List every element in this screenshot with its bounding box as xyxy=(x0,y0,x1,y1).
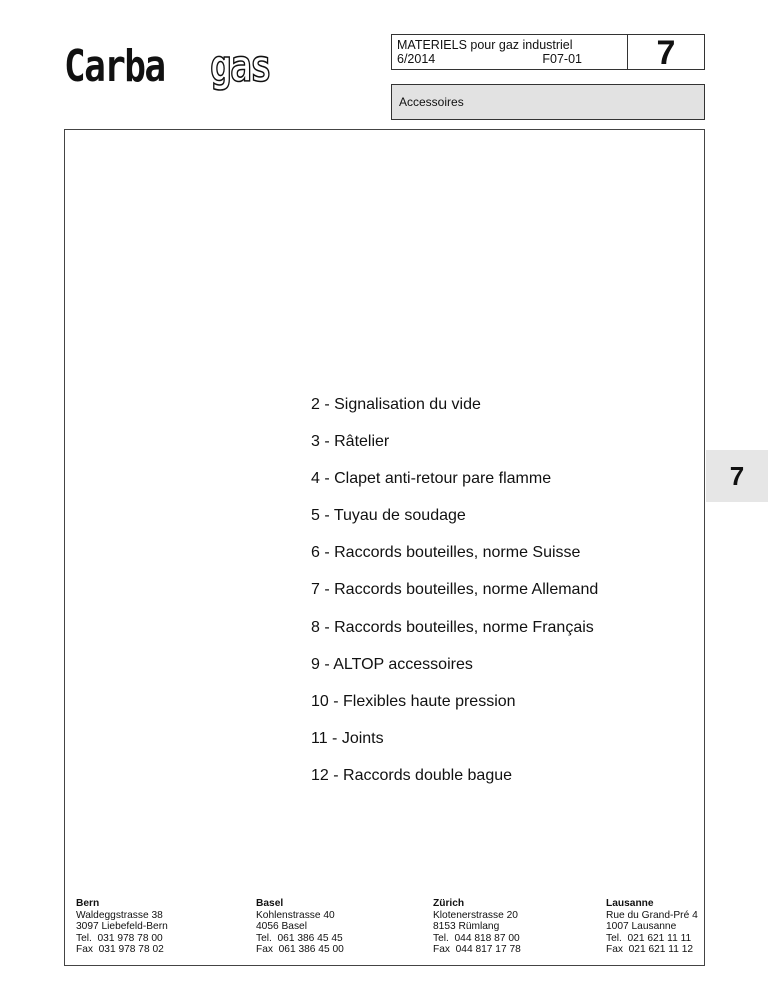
toc-item: 5 - Tuyau de soudage xyxy=(311,507,466,525)
address-city: Lausanne xyxy=(606,898,654,909)
toc-item: 6 - Raccords bouteilles, norme Suisse xyxy=(311,544,581,562)
chapter-number: 7 xyxy=(627,34,705,70)
toc-item: 12 - Raccords double bague xyxy=(311,766,513,784)
address-zip: 3097 Liebefeld-Bern xyxy=(76,921,168,933)
chapter-side-tab: 7 xyxy=(706,450,768,502)
section-title: Accessoires xyxy=(391,84,705,120)
header-info-box xyxy=(391,34,628,70)
address-zurich xyxy=(433,898,521,956)
toc-item: 4 - Clapet anti-retour pare flamme xyxy=(311,470,552,488)
address-street: Rue du Grand-Pré 4 xyxy=(606,909,698,921)
toc-item: 7 - Raccords bouteilles, norme Allemand xyxy=(311,581,599,599)
footer-addresses xyxy=(0,898,768,958)
address-city: Basel xyxy=(256,898,284,909)
address-zip: 4056 Basel xyxy=(256,921,307,933)
address-tel: Tel. 021 621 11 11 xyxy=(606,932,692,944)
address-street: Kohlenstrasse 40 xyxy=(256,909,335,921)
address-fax: Fax 061 386 45 00 xyxy=(256,944,344,956)
address-street: Waldeggstrasse 38 xyxy=(76,909,163,921)
address-tel: Tel. 044 818 87 00 xyxy=(433,932,520,944)
address-fax: Fax 021 621 11 12 xyxy=(606,944,694,956)
document-code: F07-01 xyxy=(542,52,582,66)
address-street: Klotenerstrasse 20 xyxy=(433,909,518,921)
document-title: MATERIELS pour gaz industriel xyxy=(397,38,573,52)
table-of-contents xyxy=(311,394,598,802)
address-fax: Fax 044 817 17 78 xyxy=(433,944,521,956)
toc-item: 2 - Signalisation du vide xyxy=(311,396,481,413)
address-city: Bern xyxy=(76,898,100,909)
document-date: 6/2014 xyxy=(397,52,436,66)
toc-item: 10 - Flexibles haute pression xyxy=(311,692,516,710)
address-lausanne xyxy=(606,898,698,956)
address-zip: 1007 Lausanne xyxy=(606,921,677,933)
toc-item: 11 - Joints xyxy=(311,729,384,747)
address-fax: Fax 031 978 78 02 xyxy=(76,944,164,956)
address-tel: Tel. 031 978 78 00 xyxy=(76,932,163,944)
toc-item: 8 - Raccords bouteilles, norme Français xyxy=(311,618,594,636)
logo-text-carba: Carba xyxy=(64,41,165,92)
address-tel: Tel. 061 386 45 45 xyxy=(256,932,343,944)
address-city: Zürich xyxy=(433,898,465,909)
carbagas-logo xyxy=(64,41,300,92)
toc-item: 3 - Râtelier xyxy=(311,433,390,451)
address-bern xyxy=(76,898,168,956)
address-basel xyxy=(256,898,344,956)
address-zip: 8153 Rümlang xyxy=(433,921,500,933)
logo-text-gas: gas xyxy=(210,41,271,92)
toc-item: 9 - ALTOP accessoires xyxy=(311,655,473,673)
